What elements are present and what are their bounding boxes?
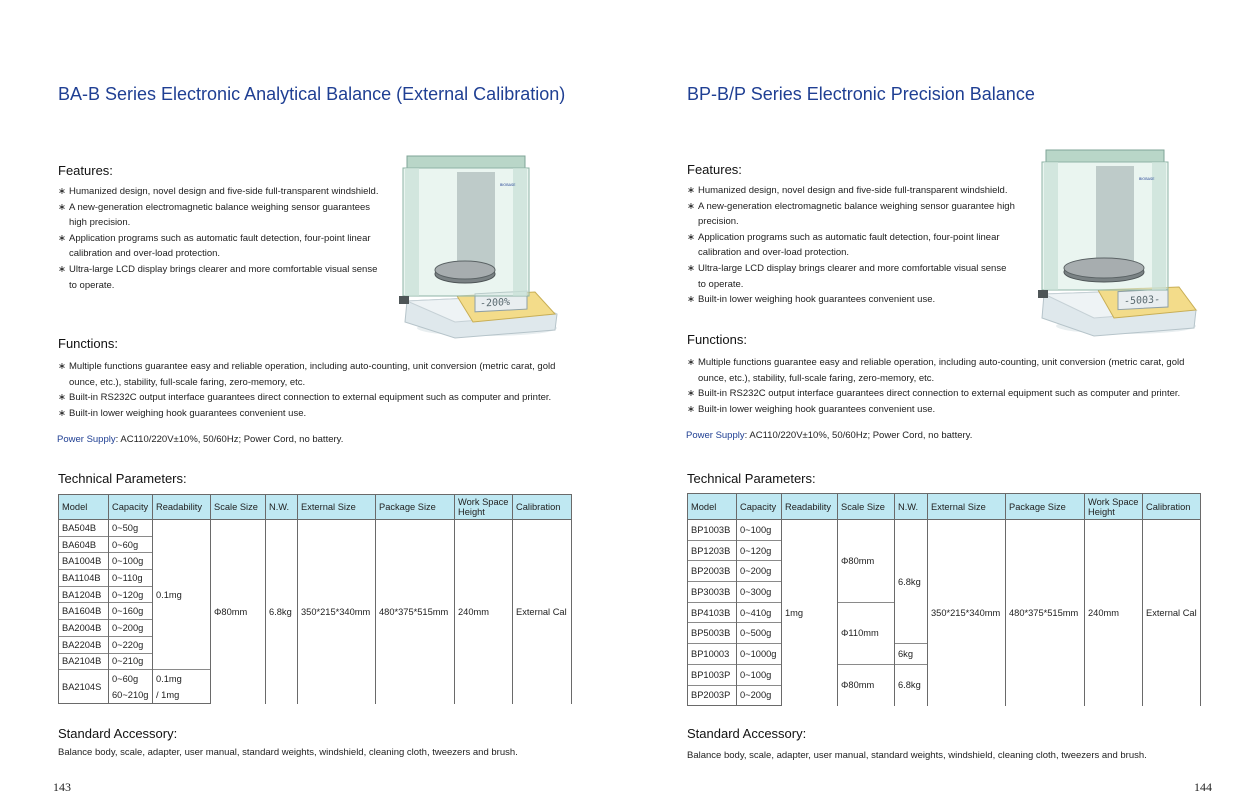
list-item-text: A new-generation electromagnetic balance weighing sensor guarantees [69, 201, 371, 213]
tech-params-heading: Technical Parameters: [58, 471, 187, 486]
col-header: Readability [153, 495, 211, 520]
list-item [58, 184, 388, 200]
col-header: Package Size [376, 495, 455, 520]
list-item-text: to operate. [69, 279, 115, 291]
col-header: Scale Size [211, 495, 266, 520]
model-cell: BA504B [59, 520, 109, 537]
table-row [59, 520, 572, 537]
balance-product-image [1034, 144, 1204, 344]
display-reading: -200% [480, 296, 511, 310]
capacity-cell: 0~410g [737, 602, 782, 623]
accessory-text: Balance body, scale, adapter, user manual, standard weights, windshield, cleaning cloth, tweezers and brush. [687, 750, 1147, 761]
bullet-icon: ∗ [58, 263, 66, 275]
calibration-cell: External Cal [513, 520, 572, 704]
list-item-text: Multiple functions guarantee easy and reliable operation, including auto-counting, unit conversion (metric carat, gold [698, 357, 1185, 368]
model-cell: BA1004B [59, 553, 109, 570]
capacity-cell: 0~1000g [737, 644, 782, 665]
bullet-icon: ∗ [687, 403, 695, 415]
model-cell: BP1203B [688, 540, 737, 561]
capacity-cell: 0~100g [109, 553, 153, 570]
model-cell: BA2104B [59, 653, 109, 670]
list-item-text: Built-in lower weighing hook guarantees convenient use. [698, 403, 936, 415]
table-header-row [688, 494, 1201, 520]
nw-cell: 6.8kg [266, 520, 298, 704]
list-item-text: high precision. [69, 217, 131, 229]
page-number: 144 [1194, 780, 1212, 794]
list-item [687, 386, 1227, 402]
list-item [687, 355, 1227, 386]
list-item-text: Built-in lower weighing hook guarantees convenient use. [698, 294, 936, 306]
features-list [58, 184, 388, 293]
model-cell: BP1003P [688, 664, 737, 685]
scale-size-cell: Φ80mm [211, 520, 266, 704]
model-cell: BP2003B [688, 561, 737, 582]
col-header: External Size [928, 494, 1006, 520]
features-list [687, 183, 1022, 308]
capacity-cell: 0~100g [737, 664, 782, 685]
list-item [58, 262, 388, 293]
list-item-text: ounce, etc.), stability, full-scale faring, zero-memory, etc. [69, 376, 306, 388]
col-header: Capacity [737, 494, 782, 520]
list-item-text: Built-in lower weighing hook guarantees convenient use. [69, 407, 307, 419]
col-header: Readability [782, 494, 838, 520]
bullet-icon: ∗ [687, 294, 695, 306]
col-header: Package Size [1006, 494, 1085, 520]
model-cell: BA604B [59, 536, 109, 553]
nw-cell: 6.8kg [895, 520, 928, 644]
list-item-text: Humanized design, novel design and five-side full-transparent windshield. [698, 185, 1008, 196]
list-item-text: calibration and over-load protection. [69, 248, 221, 260]
list-item [58, 200, 388, 231]
capacity-cell [109, 670, 153, 704]
model-cell: BP10003 [688, 644, 737, 665]
capacity-cell: 0~220g [109, 636, 153, 653]
capacity-cell: 0~50g [109, 520, 153, 537]
list-item [687, 183, 1022, 199]
list-item-text: Ultra-large LCD display brings clearer and more comfortable visual sense [69, 263, 378, 275]
spec-table [687, 493, 1201, 706]
nw-cell: 6.8kg [895, 664, 928, 705]
col-header: Work Space Height [1085, 494, 1143, 520]
external-size-cell: 350*215*340mm [298, 520, 376, 704]
col-header: N.W. [895, 494, 928, 520]
bullet-icon: ∗ [58, 201, 66, 213]
capacity-cell: 0~160g [109, 603, 153, 620]
spec-table [58, 494, 572, 704]
work-space-cell: 240mm [455, 520, 513, 704]
right-page [629, 0, 1258, 800]
col-header: Model [59, 495, 109, 520]
list-item-text: Multiple functions guarantee easy and reliable operation, including auto-counting, unit conversion (metric carat, gold [69, 361, 556, 372]
col-header: External Size [298, 495, 376, 520]
list-item [58, 390, 598, 406]
model-cell: BP1003B [688, 520, 737, 541]
tech-params-heading: Technical Parameters: [687, 471, 816, 486]
list-item-text: calibration and over-load protection. [698, 247, 850, 259]
page-number: 143 [53, 780, 71, 794]
col-header: Scale Size [838, 494, 895, 520]
col-header: Work Space Height [455, 495, 513, 520]
readability-line: 0.1mg [156, 673, 182, 684]
readability-cell: 1mg [782, 520, 838, 706]
list-item-text: Humanized design, novel design and five-side full-transparent windshield. [69, 186, 379, 197]
scale-size-cell: Φ110mm [838, 602, 895, 664]
page-title: BA-B Series Electronic Analytical Balance (External Calibration) [58, 84, 566, 104]
package-size-cell: 480*375*515mm [376, 520, 455, 704]
scale-size-cell: Φ80mm [838, 664, 895, 705]
capacity-cell: 0~120g [109, 586, 153, 603]
col-header: Model [688, 494, 737, 520]
table-header-row [59, 495, 572, 520]
package-size-cell: 480*375*515mm [1006, 520, 1085, 706]
list-item [58, 231, 388, 262]
capacity-cell: 0~210g [109, 653, 153, 670]
capacity-cell: 0~300g [737, 582, 782, 603]
model-cell: BA2104S [59, 670, 109, 704]
col-header: Calibration [513, 495, 572, 520]
model-cell: BP3003B [688, 582, 737, 603]
capacity-line: 0~60g [112, 673, 139, 684]
model-cell: BA1604B [59, 603, 109, 620]
scale-size-cell: Φ80mm [838, 520, 895, 603]
bullet-icon: ∗ [687, 200, 695, 212]
list-item-text: to operate. [698, 278, 744, 290]
capacity-cell: 0~110g [109, 570, 153, 587]
list-item-text: Built-in RS232C output interface guarantees direct connection to external equipment such as computer and printer. [69, 392, 552, 404]
bullet-icon: ∗ [687, 231, 695, 243]
capacity-cell: 0~60g [109, 536, 153, 553]
list-item [687, 261, 1022, 292]
bullet-icon: ∗ [687, 357, 695, 368]
list-item-text: precision. [698, 216, 739, 228]
col-header: Capacity [109, 495, 153, 520]
bullet-icon: ∗ [687, 388, 695, 400]
bullet-icon: ∗ [58, 407, 66, 419]
bullet-icon: ∗ [58, 361, 66, 372]
model-cell: BP5003B [688, 623, 737, 644]
nw-cell: 6kg [895, 644, 928, 665]
capacity-cell: 0~200g [737, 685, 782, 706]
accessory-heading: Standard Accessory: [687, 726, 807, 741]
brand-label: BIOBASE [500, 183, 516, 187]
model-cell: BA1104B [59, 570, 109, 587]
power-supply [57, 434, 343, 445]
brand-label: BIOBASE [1139, 177, 1155, 181]
balance-product-image [395, 146, 565, 346]
features-heading: Features: [687, 162, 742, 177]
readability-cell [153, 670, 211, 704]
model-cell: BP4103B [688, 602, 737, 623]
functions-heading: Functions: [58, 336, 118, 351]
capacity-cell: 0~200g [109, 620, 153, 637]
col-header: N.W. [266, 495, 298, 520]
power-supply [686, 430, 972, 441]
power-supply-label: Power Supply [57, 434, 116, 445]
readability-cell: 0.1mg [153, 520, 211, 670]
calibration-cell: External Cal [1143, 520, 1201, 706]
list-item [58, 359, 598, 390]
readability-line: / 1mg [156, 689, 180, 700]
list-item-text: Ultra-large LCD display brings clearer and more comfortable visual sense [698, 262, 1007, 274]
capacity-cell: 0~200g [737, 561, 782, 582]
page-title: BP-B/P Series Electronic Precision Balance [687, 84, 1035, 104]
features-heading: Features: [58, 163, 113, 178]
bullet-icon: ∗ [687, 185, 695, 196]
col-header: Calibration [1143, 494, 1201, 520]
accessory-text: Balance body, scale, adapter, user manual, standard weights, windshield, cleaning cloth, tweezers and brush. [58, 747, 518, 758]
capacity-cell: 0~120g [737, 540, 782, 561]
functions-list [58, 359, 598, 421]
capacity-cell: 0~100g [737, 520, 782, 541]
model-cell: BA1204B [59, 586, 109, 603]
power-supply-label: Power Supply [686, 430, 745, 441]
bullet-icon: ∗ [58, 232, 66, 244]
capacity-line: 60~210g [112, 689, 149, 700]
model-cell: BA2004B [59, 620, 109, 637]
capacity-cell: 0~500g [737, 623, 782, 644]
bullet-icon: ∗ [687, 262, 695, 274]
external-size-cell: 350*215*340mm [928, 520, 1006, 706]
list-item [58, 406, 598, 422]
list-item-text: A new-generation electromagnetic balance weighing sensor guarantee high [698, 200, 1015, 212]
power-supply-value: : AC110/220V±10%, 50/60Hz; Power Cord, no battery. [115, 434, 344, 445]
functions-heading: Functions: [687, 332, 747, 347]
list-item-text: ounce, etc.), stability, full-scale faring, zero-memory, etc. [698, 372, 935, 384]
bullet-icon: ∗ [58, 186, 66, 197]
list-item-text: Application programs such as automatic fault detection, four-point linear [698, 231, 1000, 243]
list-item [687, 402, 1227, 418]
list-item [687, 292, 1022, 308]
functions-list [687, 355, 1227, 417]
bullet-icon: ∗ [58, 392, 66, 404]
list-item-text: Built-in RS232C output interface guarantees direct connection to external equipment such as computer and printer. [698, 388, 1181, 400]
work-space-cell: 240mm [1085, 520, 1143, 706]
accessory-heading: Standard Accessory: [58, 726, 178, 741]
power-supply-value: : AC110/220V±10%, 50/60Hz; Power Cord, no battery. [744, 430, 973, 441]
table-row [688, 520, 1201, 541]
list-item [687, 230, 1022, 261]
display-reading: -5003- [1124, 294, 1161, 308]
list-item-text: Application programs such as automatic fault detection, four-point linear [69, 232, 371, 244]
list-item [687, 199, 1022, 230]
model-cell: BP2003P [688, 685, 737, 706]
model-cell: BA2204B [59, 636, 109, 653]
